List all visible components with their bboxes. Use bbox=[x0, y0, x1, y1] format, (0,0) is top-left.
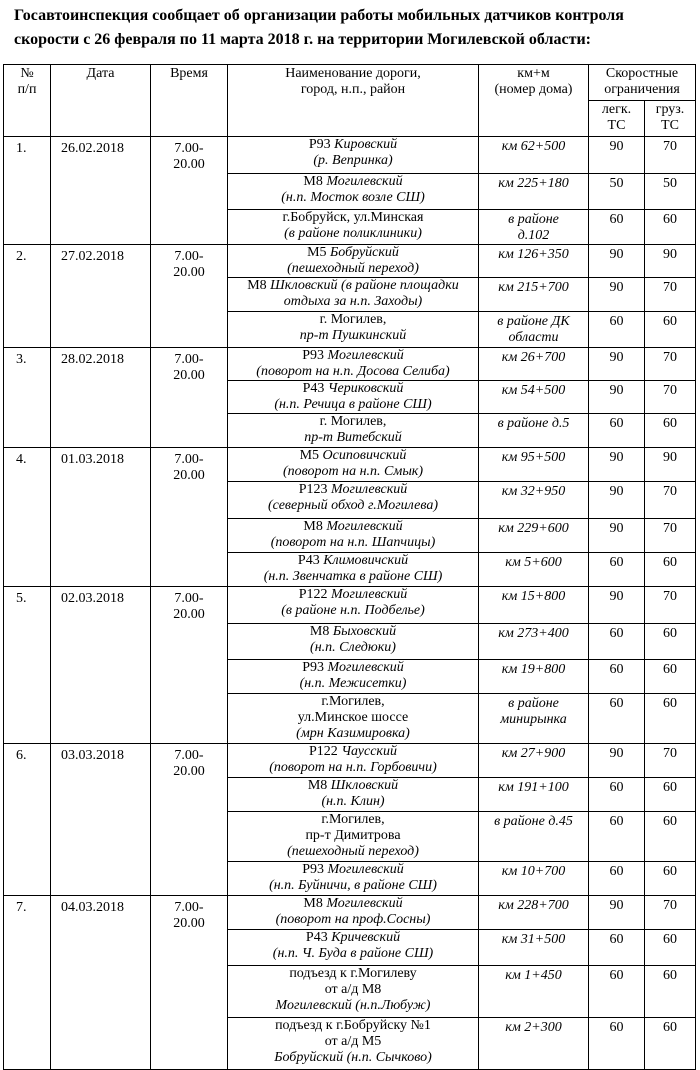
schedule-table bbox=[3, 64, 696, 1070]
km-mark: км 191+100 bbox=[479, 778, 589, 812]
limit-light: 90 bbox=[589, 519, 645, 553]
km-mark: км 273+400 bbox=[479, 624, 589, 660]
limit-light: 60 bbox=[589, 553, 645, 587]
km-mark: км 95+500 bbox=[479, 448, 589, 482]
road-detail: Могилевский (поворот на проф.Сосны) bbox=[275, 896, 431, 927]
row-time: 7.00- 20.00 bbox=[151, 896, 228, 1070]
limit-light: 90 bbox=[589, 278, 645, 312]
row-date: 01.03.2018 bbox=[51, 448, 151, 587]
limit-light: 90 bbox=[589, 245, 645, 278]
limit-light: 60 bbox=[589, 312, 645, 348]
limit-light: 60 bbox=[589, 660, 645, 694]
limit-light: 60 bbox=[589, 812, 645, 862]
road-code: М8 bbox=[247, 278, 267, 293]
road-code: М8 bbox=[307, 778, 328, 793]
road-detail: Могилевский (поворот на н.п. Шапчицы) bbox=[270, 519, 436, 550]
table-row bbox=[4, 137, 696, 174]
limit-light: 60 bbox=[589, 210, 645, 245]
road-code: Р93 bbox=[302, 348, 325, 363]
row-time: 7.00- 20.00 bbox=[151, 137, 228, 245]
road-code: Р93 bbox=[302, 862, 325, 877]
limit-light: 60 bbox=[589, 778, 645, 812]
row-time: 7.00- 20.00 bbox=[151, 587, 228, 744]
row-date: 27.02.2018 bbox=[51, 245, 151, 348]
limit-truck: 60 bbox=[645, 414, 696, 448]
road-name bbox=[228, 278, 479, 312]
km-mark: в районе д.45 bbox=[479, 812, 589, 862]
km-mark: км 19+800 bbox=[479, 660, 589, 694]
km-mark: км 2+300 bbox=[479, 1018, 589, 1070]
limit-light: 90 bbox=[589, 381, 645, 414]
km-mark: км 27+900 bbox=[479, 744, 589, 778]
row-number: 2. bbox=[4, 245, 51, 348]
limit-truck: 70 bbox=[645, 587, 696, 624]
road-code: Р122 bbox=[309, 744, 338, 759]
limit-truck: 70 bbox=[645, 896, 696, 930]
limit-truck: 70 bbox=[645, 482, 696, 519]
row-number: 6. bbox=[4, 744, 51, 896]
road-name bbox=[228, 862, 479, 896]
road-name bbox=[228, 930, 479, 966]
road-name bbox=[228, 587, 479, 624]
road-detail: Кричевский (н.п. Ч. Буда в районе СШ) bbox=[272, 930, 434, 961]
road-name bbox=[228, 812, 479, 862]
limit-light: 90 bbox=[589, 448, 645, 482]
road-name bbox=[228, 482, 479, 519]
limit-light: 90 bbox=[589, 587, 645, 624]
limit-truck: 60 bbox=[645, 812, 696, 862]
limit-truck: 60 bbox=[645, 930, 696, 966]
road-name bbox=[228, 553, 479, 587]
limit-truck: 90 bbox=[645, 448, 696, 482]
road-name bbox=[228, 896, 479, 930]
limit-light: 60 bbox=[589, 930, 645, 966]
schedule-body bbox=[4, 137, 696, 1070]
road-detail: Могилевский (н.п. Межисетки) bbox=[299, 660, 407, 691]
km-mark: в районе д.5 bbox=[479, 414, 589, 448]
limit-truck: 70 bbox=[645, 348, 696, 381]
road-detail: Бобруйский (н.п. Сычково) bbox=[274, 1050, 432, 1065]
road-name bbox=[228, 414, 479, 448]
road-detail: Чериковский (н.п. Речица в районе СШ) bbox=[274, 381, 432, 412]
row-date: 28.02.2018 bbox=[51, 348, 151, 448]
road-code: г. Могилев, bbox=[319, 414, 387, 429]
km-mark: в районе ДК области bbox=[479, 312, 589, 348]
road-detail: Могилевский (н.п. Буйничи, в районе СШ) bbox=[269, 862, 437, 893]
road-code: г.Могилев, пр-т Димитрова bbox=[305, 812, 401, 843]
limit-truck: 60 bbox=[645, 660, 696, 694]
row-date: 26.02.2018 bbox=[51, 137, 151, 245]
header-light: легк. ТС bbox=[589, 101, 645, 137]
road-code: г. Могилев, bbox=[319, 312, 387, 327]
road-detail: Чаусский (поворот на н.п. Горбовичи) bbox=[269, 744, 437, 775]
row-number: 7. bbox=[4, 896, 51, 1070]
page-heading: Госавтоинспекция сообщает об организации работы мобильных датчиков контроля скорости с 26 февраля по 11 марта 2018 г. на территории Могилевской области: bbox=[14, 7, 624, 48]
road-name bbox=[228, 348, 479, 381]
road-detail: Могилевский (н.п.Любуж) bbox=[275, 998, 431, 1013]
km-mark: км 225+180 bbox=[479, 174, 589, 210]
limit-truck: 60 bbox=[645, 1018, 696, 1070]
limit-truck: 50 bbox=[645, 174, 696, 210]
road-name bbox=[228, 744, 479, 778]
road-name bbox=[228, 174, 479, 210]
road-code: Р43 bbox=[302, 381, 325, 396]
table-row bbox=[4, 744, 696, 778]
limit-light: 60 bbox=[589, 624, 645, 660]
road-detail: пр-т Пушкинский bbox=[299, 328, 407, 343]
km-mark: км 228+700 bbox=[479, 896, 589, 930]
road-code: Р93 bbox=[308, 137, 331, 152]
limit-light: 90 bbox=[589, 482, 645, 519]
limit-truck: 70 bbox=[645, 278, 696, 312]
table-row bbox=[4, 245, 696, 278]
road-detail: Могилевский (северный обход г.Могилева) bbox=[268, 482, 438, 513]
km-mark: км 126+350 bbox=[479, 245, 589, 278]
road-code: Р122 bbox=[298, 587, 328, 602]
header-time: Время bbox=[151, 65, 228, 137]
road-code: М5 bbox=[307, 245, 327, 260]
limit-light: 90 bbox=[589, 348, 645, 381]
road-name bbox=[228, 966, 479, 1018]
limit-truck: 60 bbox=[645, 210, 696, 245]
row-date: 03.03.2018 bbox=[51, 744, 151, 896]
limit-truck: 60 bbox=[645, 624, 696, 660]
km-mark: км 5+600 bbox=[479, 553, 589, 587]
limit-truck: 90 bbox=[645, 245, 696, 278]
road-code: подъезд к г.Бобруйску №1 от а/д М5 bbox=[275, 1018, 431, 1049]
row-time: 7.00- 20.00 bbox=[151, 245, 228, 348]
road-code: М8 bbox=[303, 896, 323, 911]
km-mark: км 1+450 bbox=[479, 966, 589, 1018]
road-name bbox=[228, 381, 479, 414]
limit-truck: 60 bbox=[645, 694, 696, 744]
road-detail: Бобруйский (пешеходный переход) bbox=[287, 245, 419, 276]
limit-light: 50 bbox=[589, 174, 645, 210]
limit-truck: 60 bbox=[645, 778, 696, 812]
road-code: М8 bbox=[309, 624, 330, 639]
road-detail: (пешеходный переход) bbox=[287, 844, 419, 859]
limit-truck: 70 bbox=[645, 519, 696, 553]
header-road: Наименование дороги, город, н.п., район bbox=[228, 65, 479, 137]
limit-light: 60 bbox=[589, 694, 645, 744]
table-row bbox=[4, 587, 696, 624]
limit-truck: 60 bbox=[645, 553, 696, 587]
limit-light: 90 bbox=[589, 744, 645, 778]
road-code: Р93 bbox=[302, 660, 325, 675]
header-limits: Скоростные ограничения bbox=[589, 65, 696, 101]
row-number: 3. bbox=[4, 348, 51, 448]
km-mark: км 229+600 bbox=[479, 519, 589, 553]
km-mark: км 54+500 bbox=[479, 381, 589, 414]
road-detail: Могилевский (н.п. Мосток возле СШ) bbox=[281, 174, 425, 205]
road-detail: Кировский (р. Вепринка) bbox=[313, 137, 398, 168]
road-code: Р123 bbox=[298, 482, 328, 497]
road-name bbox=[228, 448, 479, 482]
km-mark: км 32+950 bbox=[479, 482, 589, 519]
road-code: Р43 bbox=[305, 930, 328, 945]
km-mark: км 26+700 bbox=[479, 348, 589, 381]
road-detail: Шкловский (в районе площадки отдыха за н.п. Заходы) bbox=[270, 278, 459, 309]
road-name bbox=[228, 245, 479, 278]
road-code: Р43 bbox=[297, 553, 320, 568]
header-num: № п/п bbox=[4, 65, 51, 137]
km-mark: км 10+700 bbox=[479, 862, 589, 896]
row-number: 4. bbox=[4, 448, 51, 587]
road-detail: Шкловский (н.п. Клин) bbox=[321, 778, 399, 809]
limit-truck: 70 bbox=[645, 381, 696, 414]
km-mark: в районе минирынка bbox=[479, 694, 589, 744]
road-detail: (мрн Казимировка) bbox=[296, 726, 410, 741]
limit-light: 60 bbox=[589, 862, 645, 896]
road-detail: Осиповичский (поворот на н.п. Смык) bbox=[282, 448, 424, 479]
km-mark: км 215+700 bbox=[479, 278, 589, 312]
road-name bbox=[228, 137, 479, 174]
road-name bbox=[228, 1018, 479, 1070]
limit-light: 90 bbox=[589, 137, 645, 174]
road-detail: Климовичский (н.п. Звенчатка в районе СШ) bbox=[263, 553, 443, 584]
road-code: г.Бобруйск, ул.Минская bbox=[282, 210, 424, 225]
road-name bbox=[228, 210, 479, 245]
limit-truck: 60 bbox=[645, 312, 696, 348]
limit-truck: 60 bbox=[645, 966, 696, 1018]
road-code: М8 bbox=[303, 174, 323, 189]
km-mark: км 15+800 bbox=[479, 587, 589, 624]
table-row bbox=[4, 896, 696, 930]
limit-light: 60 bbox=[589, 966, 645, 1018]
road-name bbox=[228, 660, 479, 694]
limit-light: 60 bbox=[589, 1018, 645, 1070]
road-name bbox=[228, 778, 479, 812]
limit-light: 60 bbox=[589, 414, 645, 448]
road-code: г.Могилев, ул.Минское шоссе bbox=[297, 694, 409, 725]
km-mark: км 31+500 bbox=[479, 930, 589, 966]
limit-light: 90 bbox=[589, 896, 645, 930]
row-date: 04.03.2018 bbox=[51, 896, 151, 1070]
km-mark: в районе д.102 bbox=[479, 210, 589, 245]
header-km: км+м (номер дома) bbox=[479, 65, 589, 137]
row-time: 7.00- 20.00 bbox=[151, 448, 228, 587]
road-detail: Могилевский (поворот на н.п. Досова Селиба) bbox=[256, 348, 450, 379]
road-name bbox=[228, 312, 479, 348]
limit-truck: 70 bbox=[645, 744, 696, 778]
road-detail: Быховский (н.п. Следюки) bbox=[310, 624, 397, 655]
row-number: 5. bbox=[4, 587, 51, 744]
road-code: подъезд к г.Могилеву от а/д М8 bbox=[289, 966, 417, 997]
road-name bbox=[228, 624, 479, 660]
row-date: 02.03.2018 bbox=[51, 587, 151, 744]
road-detail: (в районе поликлиники) bbox=[284, 226, 422, 241]
table-row bbox=[4, 448, 696, 482]
row-number: 1. bbox=[4, 137, 51, 245]
limit-truck: 60 bbox=[645, 862, 696, 896]
row-time: 7.00- 20.00 bbox=[151, 348, 228, 448]
road-name bbox=[228, 694, 479, 744]
road-code: М8 bbox=[303, 519, 323, 534]
road-code: М5 bbox=[299, 448, 320, 463]
header-truck: груз. ТС bbox=[645, 101, 696, 137]
road-name bbox=[228, 519, 479, 553]
row-time: 7.00- 20.00 bbox=[151, 744, 228, 896]
road-detail: пр-т Витебский bbox=[304, 430, 402, 445]
header-date: Дата bbox=[51, 65, 151, 137]
road-detail: Могилевский (в районе н.п. Подбелье) bbox=[281, 587, 425, 618]
table-row bbox=[4, 348, 696, 381]
limit-truck: 70 bbox=[645, 137, 696, 174]
km-mark: км 62+500 bbox=[479, 137, 589, 174]
